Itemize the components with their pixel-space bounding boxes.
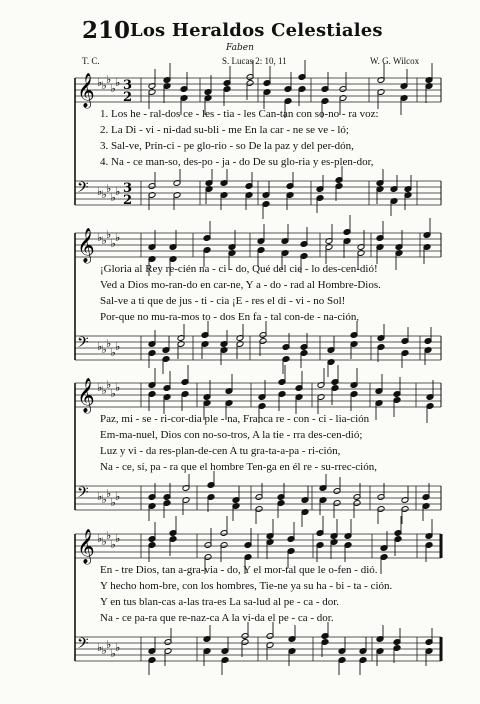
bass-clef-icon: 𝄢 [77,635,89,656]
flat-sign-icon: ♭ [97,381,103,394]
lyrics-block [100,261,440,325]
flat-sign-icon: ♭ [115,641,121,654]
lyric-line: Sal-ve a ti que de jus - ti - cia ¡E - res el di - vi - no Sol! [100,295,346,307]
flat-sign-icon: ♭ [110,346,116,359]
lyric-line: Paz, mi - se - ri-cor-dia ple - na, Franca re - con - ci - lia-ción [100,413,370,425]
treble-clef-icon: 𝄞 [77,529,95,564]
tune-name: Faben [226,43,254,53]
flat-sign-icon: ♭ [106,228,112,241]
bass-clef-icon: 𝄢 [77,179,89,200]
flat-sign-icon: ♭ [101,234,107,247]
hymn-title: Los Heraldos Celestiales [130,20,383,41]
flat-sign-icon: ♭ [106,529,112,542]
scripture-reference: S. Lucas 2: 10, 11 [222,56,287,66]
lyric-line: Luz y vi - da res-plan-de-cen A tu gra-ta-a-pa - ri-ción, [100,445,341,457]
flat-sign-icon: ♭ [110,237,116,250]
flat-sign-icon: ♭ [97,490,103,503]
treble-clef-icon: 𝄞 [77,73,95,108]
flat-sign-icon: ♭ [101,343,107,356]
lyric-line: 3. Sal-ve, Prín-ci - pe glo-rio - so De la paz y del per-dón, [100,140,354,152]
flat-sign-icon: ♭ [101,384,107,397]
flat-sign-icon: ♭ [97,641,103,654]
bass-clef-icon: 𝄢 [77,334,89,355]
flat-sign-icon: ♭ [110,538,116,551]
flat-sign-icon: ♭ [97,532,103,545]
flat-sign-icon: ♭ [106,487,112,500]
flat-sign-icon: ♭ [97,185,103,198]
flat-sign-icon: ♭ [115,490,121,503]
flat-sign-icon: ♭ [106,378,112,391]
flat-sign-icon: ♭ [110,82,116,95]
flat-sign-icon: ♭ [110,387,116,400]
lyrics-block [100,562,440,626]
time-signature: 3 [123,78,133,93]
lyric-line: 4. Na - ce man-so, des-po - ja - do De su glo-ria y es-plen-dor, [100,156,374,168]
flat-sign-icon: ♭ [115,231,121,244]
lyric-line: Na - ce pa-ra que re-naz-ca A la vi-da el pe - ca - dor. [100,612,334,624]
flat-sign-icon: ♭ [101,493,107,506]
lyrics-block [100,106,440,170]
flat-sign-icon: ♭ [106,638,112,651]
flat-sign-icon: ♭ [97,340,103,353]
flat-sign-icon: ♭ [115,340,121,353]
lyric-line: Y en tus blan-cas a-las tra-es La sa-lud al pe - ca - dor. [100,596,340,608]
flat-sign-icon: ♭ [101,535,107,548]
bass-clef-icon: 𝄢 [77,484,89,505]
treble-clef-icon: 𝄞 [77,378,95,413]
time-signature: 3 [123,181,133,196]
flat-sign-icon: ♭ [97,231,103,244]
lyric-line: En - tre Dios, tan a-gra-via - do, Y el mor-tal que le o-fen - dió. [100,564,378,576]
flat-sign-icon: ♭ [115,532,121,545]
lyric-line: Por-que no mu-ra-mos to - dos En fa - tal con-de - na-ción, [100,311,360,323]
lyric-line: Ved a Dios mo-ran-do en car-ne, Y a - do - rad al Hombre-Dios. [100,279,381,291]
lyric-line: Na - ce, sí, pa - ra que el hombre Ten-ga en él re - su-rrec-ción, [100,461,377,473]
flat-sign-icon: ♭ [97,76,103,89]
treble-clef-icon: 𝄞 [77,228,95,263]
flat-sign-icon: ♭ [115,185,121,198]
flat-sign-icon: ♭ [110,647,116,660]
flat-sign-icon: ♭ [101,188,107,201]
meter-label: T. C. [82,56,100,66]
composer-credit: W. G. Wilcox [370,56,420,66]
flat-sign-icon: ♭ [115,76,121,89]
flat-sign-icon: ♭ [106,182,112,195]
flat-sign-icon: ♭ [101,644,107,657]
lyric-line: 1. Los he - ral-dos ce - les - tia - les Can-tan con so-no - ra voz: [100,108,379,120]
flat-sign-icon: ♭ [106,73,112,86]
flat-sign-icon: ♭ [110,191,116,204]
lyric-line: ¡Gloria al Rey re-cién na - ci - do, Qué del cie - lo des-cen-dió! [100,263,378,275]
lyric-line: Em-ma-nuel, Dios con no-so-tros, A la tie - rra des-cen-dió; [100,429,363,441]
lyrics-block [100,411,440,475]
flat-sign-icon: ♭ [110,496,116,509]
flat-sign-icon: ♭ [106,337,112,350]
time-signature: 2 [123,193,133,208]
time-signature: 2 [123,90,133,105]
lyric-line: Y hecho hom-bre, con los hombres, Tie-ne ya su ha - bi - ta - ción. [100,580,393,592]
page-number: 210 [82,17,131,44]
flat-sign-icon: ♭ [115,381,121,394]
flat-sign-icon: ♭ [101,79,107,92]
lyric-line: 2. La Di - vi - ni-dad su-bli - me En la car - ne se ve - ló; [100,124,349,136]
